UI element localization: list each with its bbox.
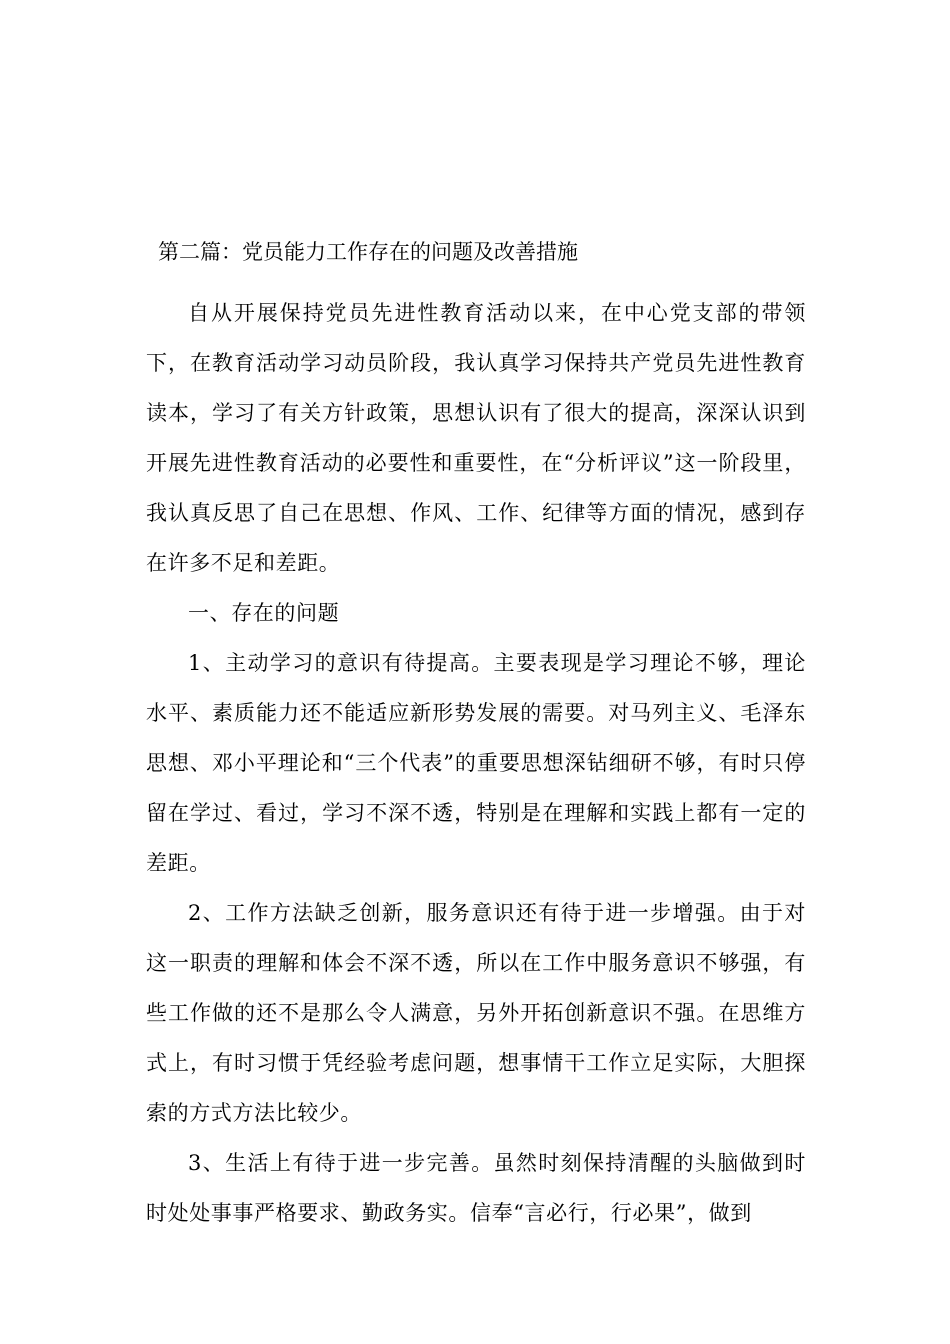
problem-item-3: 3、生活上有待于进一步完善。虽然时刻保持清醒的头脑做到时时处处事事严格要求、勤政务实。信奉“言必行，行必果”，做到: [146, 1151, 806, 1225]
intro-paragraph: 自从开展保持党员先进性教育活动以来，在中心党支部的带领下，在教育活动学习动员阶段，我认真学习保持共产党员先进性教育读本，学习了有关方针政策，思想认识有了很大的提高，深深认识到开展先进性教育活动的必要性和重要性，在“分析评议”这一阶段里，我认真反思了自己在思想、作风、工作、纪律等方面的情况，感到存在许多不足和差距。: [146, 301, 806, 575]
problem-item-1: 1、主动学习的意识有待提高。主要表现是学习理论不够，理论水平、素质能力还不能适应新形势发展的需要。对马列主义、毛泽东思想、邓小平理论和“三个代表”的重要思想深钻细研不够，有时只停留在学过、看过，学习不深不透，特别是在理解和实践上都有一定的差距。: [146, 651, 806, 875]
problem-item-2: 2、工作方法缺乏创新，服务意识还有待于进一步增强。由于对这一职责的理解和体会不深不透，所以在工作中服务意识不够强，有些工作做的还不是那么令人满意，另外开拓创新意识不强。在思维方式上，有时习惯于凭经验考虑问题，想事情干工作立足实际，大胆探索的方式方法比较少。: [146, 901, 806, 1125]
section-heading: 一、存在的问题: [188, 601, 340, 625]
document-body: [146, 288, 806, 1238]
document-title: 第二篇：党员能力工作存在的问题及改善措施: [158, 240, 578, 264]
